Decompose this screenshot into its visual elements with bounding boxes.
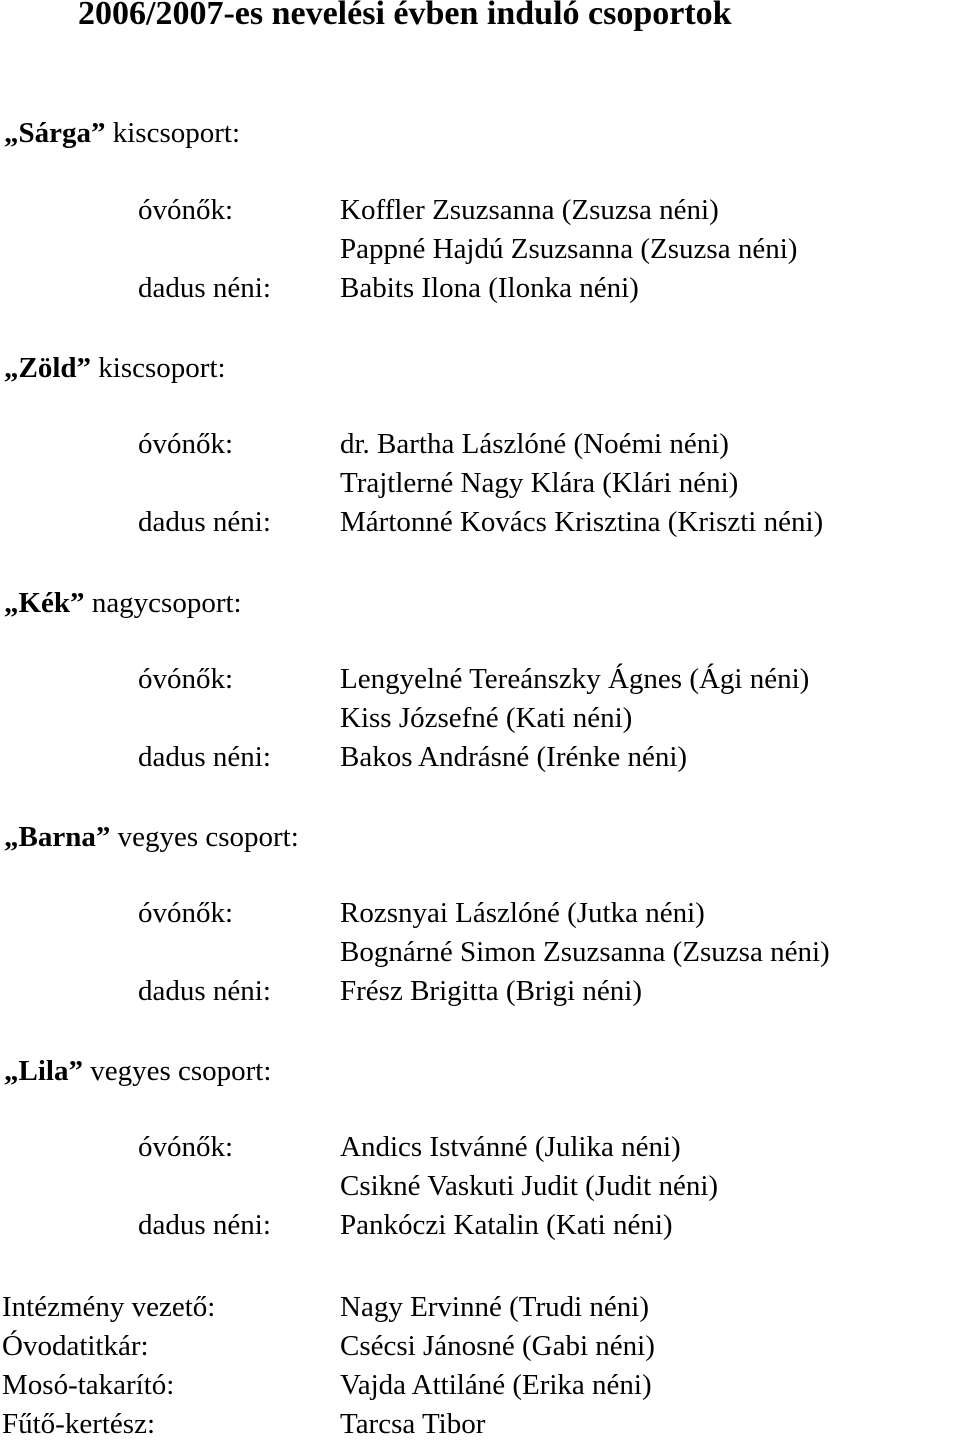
staff-name: Tarcsa Tibor	[340, 1408, 486, 1440]
group-heading-barna	[4, 821, 299, 854]
page-title: 2006/2007-es nevelési évben induló csoportok	[78, 0, 732, 32]
group-name: „Lila”	[4, 1055, 83, 1087]
ovono-name: Bognárné Simon Zsuzsanna (Zsuzsa néni)	[340, 936, 830, 968]
dadus-label: dadus néni:	[138, 975, 271, 1007]
staff-name: Vajda Attiláné (Erika néni)	[340, 1369, 652, 1401]
ovonok-label: óvónők:	[138, 1131, 234, 1163]
ovonok-label: óvónők:	[138, 663, 234, 695]
staff-role: Óvodatitkár:	[2, 1330, 149, 1362]
dadus-name: Pankóczi Katalin (Kati néni)	[340, 1209, 673, 1241]
group-name: „Sárga”	[4, 117, 106, 149]
group-type: vegyes csoport:	[117, 821, 299, 853]
ovonok-label: óvónők:	[138, 897, 234, 929]
group-type: nagycsoport:	[91, 587, 242, 619]
staff-name: Nagy Ervinné (Trudi néni)	[340, 1291, 650, 1323]
ovono-name: Trajtlerné Nagy Klára (Klári néni)	[340, 467, 739, 499]
ovono-name: Pappné Hajdú Zsuzsanna (Zsuzsa néni)	[340, 233, 798, 265]
dadus-name: Bakos Andrásné (Irénke néni)	[340, 741, 688, 773]
group-type: vegyes csoport:	[90, 1055, 272, 1087]
group-heading-zold	[4, 352, 226, 385]
ovono-name: Csikné Vaskuti Judit (Judit néni)	[340, 1170, 719, 1202]
dadus-label: dadus néni:	[138, 272, 271, 304]
dadus-label: dadus néni:	[138, 1209, 271, 1241]
group-heading-lila	[4, 1055, 271, 1088]
group-name: „Kék”	[4, 587, 85, 619]
group-type: kiscsoport:	[98, 352, 226, 384]
dadus-label: dadus néni:	[138, 506, 271, 538]
dadus-label: dadus néni:	[138, 741, 271, 773]
ovono-name: Rozsnyai Lászlóné (Jutka néni)	[340, 897, 705, 929]
staff-role: Mosó-takarító:	[2, 1369, 175, 1401]
staff-name: Csécsi Jánosné (Gabi néni)	[340, 1330, 655, 1362]
ovono-name: Koffler Zsuzsanna (Zsuzsa néni)	[340, 194, 719, 226]
group-heading-kek	[4, 587, 242, 620]
ovono-name: Andics Istvánné (Julika néni)	[340, 1131, 681, 1163]
group-name: „Barna”	[4, 821, 111, 853]
group-name: „Zöld”	[4, 352, 92, 384]
staff-role: Fűtő-kertész:	[2, 1408, 156, 1440]
dadus-name: Frész Brigitta (Brigi néni)	[340, 975, 643, 1007]
ovonok-label: óvónők:	[138, 194, 234, 226]
dadus-name: Mártonné Kovács Krisztina (Kriszti néni)	[340, 506, 824, 538]
ovono-name: Lengyelné Tereánszky Ágnes (Ági néni)	[340, 663, 810, 695]
group-type: kiscsoport:	[112, 117, 241, 149]
ovono-name: dr. Bartha Lászlóné (Noémi néni)	[340, 428, 729, 460]
ovono-name: Kiss Józsefné (Kati néni)	[340, 702, 633, 734]
group-heading-sarga	[4, 117, 240, 150]
staff-role: Intézmény vezető:	[2, 1291, 216, 1323]
dadus-name: Babits Ilona (Ilonka néni)	[340, 272, 639, 304]
ovonok-label: óvónők:	[138, 428, 234, 460]
